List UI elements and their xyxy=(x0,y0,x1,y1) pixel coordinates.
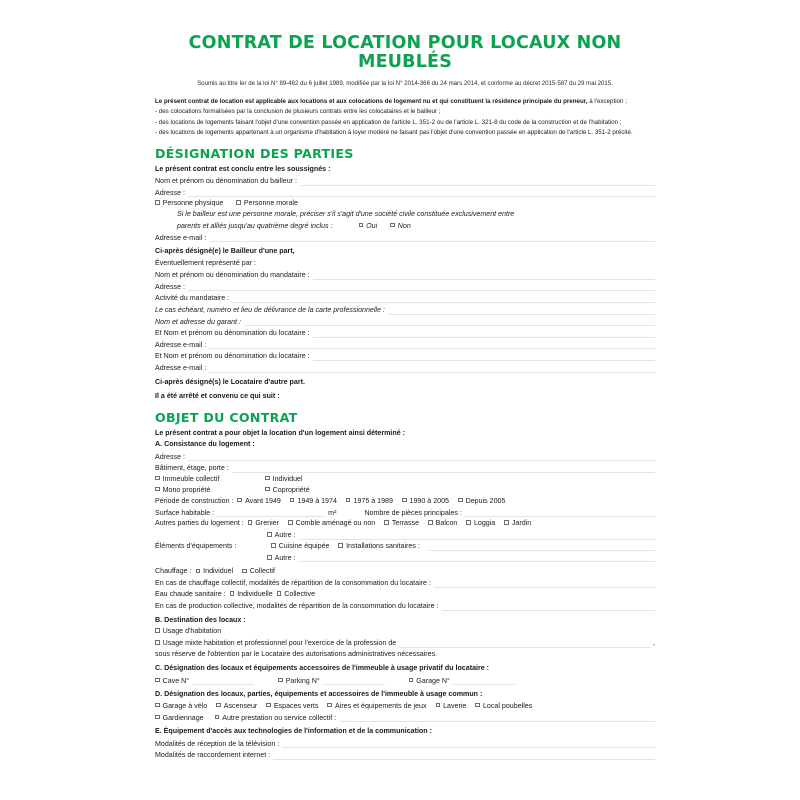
field-garant[interactable] xyxy=(155,316,655,328)
option-label: Individuel xyxy=(203,567,234,576)
checkbox-icon[interactable] xyxy=(409,678,414,683)
checkbox-option-garage-a-velo[interactable] xyxy=(155,701,207,712)
option-label: Comble aménagé ou non xyxy=(295,519,376,528)
input-line[interactable] xyxy=(232,463,655,473)
field-locataire-name-2[interactable] xyxy=(155,350,655,362)
field-logement-address[interactable] xyxy=(155,451,655,463)
checkbox-icon[interactable] xyxy=(196,569,201,574)
checkbox-option-copropriete[interactable] xyxy=(265,485,310,496)
autres-parties-options xyxy=(155,518,655,529)
checkbox-icon[interactable] xyxy=(384,520,389,525)
input-line[interactable] xyxy=(232,293,655,303)
checkbox-option-jardin[interactable] xyxy=(504,518,531,529)
checkbox-option-cave[interactable] xyxy=(155,676,192,687)
field-label: Nombre de pièces principales : xyxy=(364,508,462,517)
checkbox-option-personne-morale[interactable] xyxy=(236,198,298,209)
input-line[interactable] xyxy=(313,351,655,361)
field-label: Bâtiment, étage, porte : xyxy=(155,464,229,473)
option-label: Laverie xyxy=(443,701,467,710)
checkbox-icon[interactable] xyxy=(359,223,364,228)
option-label: Grenier xyxy=(255,519,279,528)
field-label: Adresse e-mail : xyxy=(155,364,207,372)
input-line[interactable] xyxy=(209,232,655,242)
checkbox-option-terrasse[interactable] xyxy=(384,518,419,529)
field-carte-professionnelle[interactable] xyxy=(155,304,655,316)
document-body xyxy=(155,34,655,761)
field-chauffage-collectif-modalites[interactable] xyxy=(155,577,655,589)
field-label: Nom et adresse du garant : xyxy=(155,317,241,326)
field-usage-mixte[interactable] xyxy=(155,637,655,649)
input-line[interactable] xyxy=(244,316,655,326)
input-line[interactable] xyxy=(209,339,655,349)
usage-mixte-end: , xyxy=(653,639,655,648)
field-label: Adresse e-mail : xyxy=(155,233,207,242)
input-line[interactable] xyxy=(209,363,655,373)
field-bailleur-name[interactable] xyxy=(155,175,655,187)
field-autres-parties-autre[interactable] xyxy=(155,529,655,541)
option-label: Local poubelles xyxy=(482,701,533,710)
checkbox-option-1949-1974[interactable] xyxy=(290,496,337,507)
input-line[interactable] xyxy=(434,578,655,588)
bailleur-person-type-options xyxy=(155,198,655,209)
field-label: Et Nom et prénom ou dénomination du locataire : xyxy=(155,329,310,338)
checkbox-icon[interactable] xyxy=(390,223,395,228)
checkbox-option-grenier[interactable] xyxy=(248,518,279,529)
field-locataire-name-1[interactable] xyxy=(155,327,655,339)
subsection-heading-c: C. Désignation des locaux et équipements accessoires de l'immeuble à usage privatif du locataire : xyxy=(155,664,490,673)
checkbox-icon[interactable] xyxy=(215,715,220,720)
subsection-heading-b: B. Destination des locaux : xyxy=(155,615,246,624)
checkbox-icon[interactable] xyxy=(155,628,160,633)
field-label: En cas de production collective, modalités de répartition de la consommation du locataire : xyxy=(155,602,439,610)
checkbox-option-parking[interactable] xyxy=(278,676,323,687)
option-label: Usage d'habitation xyxy=(162,627,222,636)
checkbox-option-personne-physique[interactable] xyxy=(155,198,223,209)
note-label: parents et alliés jusqu'au quatrième degré inclus : xyxy=(177,221,333,230)
field-label: Nom et prénom ou dénomination du mandataire : xyxy=(155,271,310,280)
checkbox-icon[interactable] xyxy=(155,200,160,205)
checkbox-option-comble[interactable] xyxy=(288,518,375,529)
subsection-heading-d: D. Désignation des locaux, parties, équipements et accessoires de l'immeuble à usage commun : xyxy=(155,690,483,699)
section-heading-objet: OBJET DU CONTRAT xyxy=(155,409,298,425)
checkbox-option-oui[interactable] xyxy=(359,221,378,232)
option-label: Aires et équipements de jeux xyxy=(335,701,427,710)
checkbox-icon[interactable] xyxy=(266,703,271,708)
field-mandataire-address[interactable] xyxy=(155,281,655,293)
checkbox-icon[interactable] xyxy=(155,678,160,683)
checkbox-option-depuis-2005[interactable] xyxy=(458,496,505,507)
checkbox-icon[interactable] xyxy=(265,487,270,492)
eau-chaude-options xyxy=(155,589,655,600)
subsection-heading-e: E. Équipement d'accès aux technologies de l'information et de la communication : xyxy=(155,727,432,736)
option-label: Jardin xyxy=(511,519,532,528)
designated-bailleur-text: Ci-après désigné(e) le Bailleur d'une part, xyxy=(155,247,295,256)
field-equipements-autre[interactable] xyxy=(155,552,655,564)
checkbox-icon[interactable] xyxy=(248,520,253,525)
option-label: Cave N° xyxy=(162,676,190,685)
field-bailleur-address[interactable] xyxy=(155,187,655,199)
checkbox-option-autre[interactable] xyxy=(267,553,299,564)
intro-lead: Le présent contrat de location est applicable aux locations et aux colocations de logement nu et qui constituent la résidence principale du preneur, xyxy=(155,98,588,106)
input-line[interactable] xyxy=(282,738,655,748)
field-label: Autres parties du logement : xyxy=(155,519,244,528)
input-line[interactable] xyxy=(339,712,655,722)
input-line[interactable] xyxy=(313,270,655,280)
checkbox-option-eau-collective[interactable] xyxy=(277,589,315,600)
option-label: Cuisine équipée xyxy=(278,541,330,550)
field-mandataire-activity[interactable] xyxy=(155,292,655,304)
field-label: Éléments d'équipements : xyxy=(155,541,237,550)
checkbox-icon[interactable] xyxy=(271,543,276,548)
checkbox-option-local-poubelles[interactable] xyxy=(475,701,532,712)
option-label: 1975 à 1989 xyxy=(353,496,393,505)
input-line[interactable] xyxy=(453,675,515,685)
checkbox-option-usage-habitation[interactable] xyxy=(155,626,221,637)
field-surface-habitable[interactable] xyxy=(155,507,655,519)
input-line[interactable] xyxy=(299,552,656,562)
input-line[interactable] xyxy=(188,281,655,291)
objet-intro: Le présent contrat a pour objet la location d'un logement ainsi déterminé : xyxy=(155,428,406,437)
input-line[interactable] xyxy=(192,675,254,685)
input-line[interactable] xyxy=(188,451,655,461)
field-television[interactable] xyxy=(155,738,655,750)
input-line[interactable] xyxy=(442,601,655,611)
option-label: Individuelle xyxy=(237,590,273,599)
checkbox-icon[interactable] xyxy=(267,555,272,560)
elements-equipements-options xyxy=(155,541,655,552)
option-label: Avant 1949 xyxy=(245,496,281,505)
option-label: Terrasse xyxy=(391,519,420,528)
input-line[interactable] xyxy=(429,541,655,551)
intro-bullet: - des locations de logements appartenant à un organisme d'habitation à loyer modéré ne faisant pas l'objet d'une convention passée en application de l'article L. 351-2 précité. xyxy=(155,128,633,136)
checkbox-option-loggia[interactable] xyxy=(466,518,495,529)
intro-bullet: - des colocations formalisées par la conclusion de plusieurs contrats entre les colocataires et le bailleur ; xyxy=(155,108,441,116)
field-label: Eau chaude sanitaire : xyxy=(155,590,226,599)
input-line[interactable] xyxy=(323,675,385,685)
checkbox-icon[interactable] xyxy=(458,498,463,503)
checkbox-option-individuel[interactable] xyxy=(265,474,303,485)
parties-communes-options-row1 xyxy=(155,701,655,712)
checkbox-icon[interactable] xyxy=(155,640,160,645)
checkbox-option-cuisine-equipee[interactable] xyxy=(271,541,329,552)
option-label: Espaces verts xyxy=(273,701,319,710)
option-label: Usage mixte habitation et professionnel pour l'exercice de la profession de xyxy=(162,639,397,648)
option-label: Installations sanitaires : xyxy=(346,541,420,550)
field-production-collective-modalites[interactable] xyxy=(155,600,655,612)
checkbox-option-laverie[interactable] xyxy=(436,701,467,712)
checkbox-icon[interactable] xyxy=(290,498,295,503)
checkbox-icon[interactable] xyxy=(475,703,480,708)
checkbox-option-non[interactable] xyxy=(390,221,411,232)
intro-paragraph xyxy=(155,97,655,137)
checkbox-icon[interactable] xyxy=(346,498,351,503)
checkbox-option-immeuble-collectif[interactable] xyxy=(155,474,252,485)
societe-civile-note-line2 xyxy=(155,221,655,232)
option-label: Garage N° xyxy=(416,676,450,685)
checkbox-option-mono-propriete[interactable] xyxy=(155,485,252,496)
input-line[interactable] xyxy=(465,507,655,517)
checkbox-icon[interactable] xyxy=(436,703,441,708)
checkbox-icon[interactable] xyxy=(277,591,282,596)
field-label: Modalités de réception de la télévision : xyxy=(155,739,280,748)
field-label: Modalités de raccordement internet : xyxy=(155,751,271,760)
input-line[interactable] xyxy=(313,328,655,338)
checkbox-option-usage-mixte[interactable] xyxy=(155,638,399,649)
surface-unit: m² xyxy=(328,508,337,517)
option-label: Balcon xyxy=(435,519,458,528)
checkbox-icon[interactable] xyxy=(155,487,160,492)
checkbox-option-chauffage-collectif[interactable] xyxy=(242,566,275,577)
field-label: Nom et prénom ou dénomination du bailleur : xyxy=(155,177,297,186)
input-line[interactable] xyxy=(388,305,655,315)
checkbox-option-ascenseur[interactable] xyxy=(216,701,257,712)
option-label: Garage à vélo xyxy=(162,701,208,710)
field-label: Et Nom et prénom ou dénomination du locataire : xyxy=(155,352,310,361)
field-label: Le cas échéant, numéro et lieu de délivrance de la carte professionnelle : xyxy=(155,306,385,315)
checkbox-icon[interactable] xyxy=(327,703,332,708)
reserve-text: sous réserve de l'obtention par le Locataire des autorisations administratives nécessaires. xyxy=(155,649,438,658)
input-line[interactable] xyxy=(300,176,655,186)
parties-intro: Le présent contrat est conclu entre les soussignés : xyxy=(155,164,331,173)
input-line[interactable] xyxy=(217,507,325,517)
option-label: Mono propriété xyxy=(162,485,211,494)
checkbox-option-autre-prestation[interactable] xyxy=(215,713,340,724)
intro-lead-tail: à l'exception ; xyxy=(587,98,627,106)
option-label: Personne physique xyxy=(162,199,224,208)
chauffage-options xyxy=(155,566,655,577)
option-label: Oui xyxy=(366,221,378,230)
field-label: Chauffage : xyxy=(155,567,192,576)
option-label: Loggia xyxy=(473,519,496,528)
periode-construction-options xyxy=(155,496,655,507)
checkbox-option-avant-1949[interactable] xyxy=(237,496,280,507)
parties-communes-options-row2 xyxy=(155,712,655,724)
checkbox-icon[interactable] xyxy=(155,476,160,481)
checkbox-icon[interactable] xyxy=(278,678,283,683)
field-mandataire-name[interactable] xyxy=(155,269,655,281)
checkbox-option-autre[interactable] xyxy=(267,530,299,541)
option-label: Parking N° xyxy=(285,676,320,685)
represented-by-text: Éventuellement représenté par : xyxy=(155,258,256,267)
option-label: Autre : xyxy=(274,553,296,562)
option-label: Ascenseur xyxy=(223,701,258,710)
field-label: Adresse : xyxy=(155,282,185,291)
checkbox-icon[interactable] xyxy=(155,703,160,708)
field-label: Période de construction : xyxy=(155,496,234,505)
field-label: Adresse : xyxy=(155,188,185,197)
checkbox-icon[interactable] xyxy=(338,543,343,548)
checkbox-icon[interactable] xyxy=(428,520,433,525)
option-label: Gardiennage xyxy=(162,713,204,722)
usage-habitation-row xyxy=(155,626,655,637)
field-label: Surface habitable : xyxy=(155,508,215,517)
field-label: En cas de chauffage collectif, modalités de répartition de la consommation du locataire : xyxy=(155,579,431,588)
field-locataire-email-1[interactable] xyxy=(155,339,655,351)
checkbox-icon[interactable] xyxy=(242,569,247,574)
option-label: Autre : xyxy=(274,531,296,540)
checkbox-option-espaces-verts[interactable] xyxy=(266,701,318,712)
checkbox-icon[interactable] xyxy=(402,498,407,503)
accessoires-privatifs-row xyxy=(155,675,655,687)
checkbox-option-aires-jeux[interactable] xyxy=(327,701,426,712)
input-line[interactable] xyxy=(188,187,655,197)
checkbox-icon[interactable] xyxy=(267,532,272,537)
legal-subtitle: Soumis au titre Ier de la loi N° 89-462 du 6 juillet 1989, modifiée par la loi N° 2014-366 du 24 mars 2014, et conforme au décret 2015-587 du 29 mai 2015. xyxy=(197,79,613,87)
input-line[interactable] xyxy=(273,750,655,760)
field-label: Adresse e-mail : xyxy=(155,340,207,349)
page-title: CONTRAT DE LOCATION POUR LOCAUX NON MEUBLÉS xyxy=(188,33,622,73)
option-label: 1949 à 1974 xyxy=(297,496,337,505)
checkbox-option-garage[interactable] xyxy=(409,676,453,687)
logement-type-options xyxy=(155,474,655,485)
checkbox-icon[interactable] xyxy=(216,703,221,708)
field-locataire-email-2[interactable] xyxy=(155,362,655,374)
field-internet[interactable] xyxy=(155,749,655,761)
checkbox-icon[interactable] xyxy=(236,200,241,205)
checkbox-option-chauffage-individuel[interactable] xyxy=(196,566,234,577)
agreement-text: Il a été arrêté et convenu ce qui suit : xyxy=(155,392,280,401)
section-heading-parties: DÉSIGNATION DES PARTIES xyxy=(155,145,354,161)
checkbox-icon[interactable] xyxy=(288,520,293,525)
checkbox-option-1990-2005[interactable] xyxy=(402,496,449,507)
option-label: Collective xyxy=(284,590,316,599)
option-label: Non xyxy=(397,221,411,230)
field-bailleur-email[interactable] xyxy=(155,232,655,244)
propriete-type-options xyxy=(155,485,655,496)
option-label: Immeuble collectif xyxy=(162,474,220,483)
input-line[interactable] xyxy=(399,638,650,648)
input-line[interactable] xyxy=(299,530,656,540)
checkbox-option-installations-sanitaires[interactable] xyxy=(338,541,419,552)
field-label: Adresse : xyxy=(155,452,185,461)
checkbox-option-eau-individuelle[interactable] xyxy=(230,589,273,600)
option-label: Personne morale xyxy=(243,199,298,208)
societe-civile-note-line1: Si le bailleur est une personne morale, préciser s'il s'agit d'une société civile constituée exclusivement entre xyxy=(177,210,515,219)
checkbox-option-gardiennage[interactable] xyxy=(155,713,215,724)
checkbox-option-1975-1989[interactable] xyxy=(346,496,393,507)
option-label: Collectif xyxy=(249,567,275,576)
field-label: Activité du mandataire : xyxy=(155,294,230,303)
option-label: Autre prestation ou service collectif : xyxy=(222,713,337,722)
option-label: Individuel xyxy=(272,474,303,483)
checkbox-option-balcon[interactable] xyxy=(428,518,457,529)
option-label: Copropriété xyxy=(272,485,310,494)
option-label: 1990 à 2005 xyxy=(409,496,449,505)
checkbox-icon[interactable] xyxy=(466,520,471,525)
checkbox-icon[interactable] xyxy=(155,715,160,720)
checkbox-icon[interactable] xyxy=(504,520,509,525)
designated-locataire-text: Ci-après désigné(s) le Locataire d'autre part. xyxy=(155,377,305,386)
subsection-heading-a: A. Consistance du logement : xyxy=(155,440,255,449)
checkbox-icon[interactable] xyxy=(237,498,242,503)
checkbox-icon[interactable] xyxy=(265,476,270,481)
option-label: Depuis 2005 xyxy=(465,496,506,505)
field-batiment-etage-porte[interactable] xyxy=(155,462,655,474)
intro-bullet: - des locations de logements faisant l'objet d'une convention passée en application de l'article L. 351-2 ou de l'article L. 321-8 du code de la construction et de l'habitation ; xyxy=(155,118,622,126)
checkbox-icon[interactable] xyxy=(230,591,235,596)
